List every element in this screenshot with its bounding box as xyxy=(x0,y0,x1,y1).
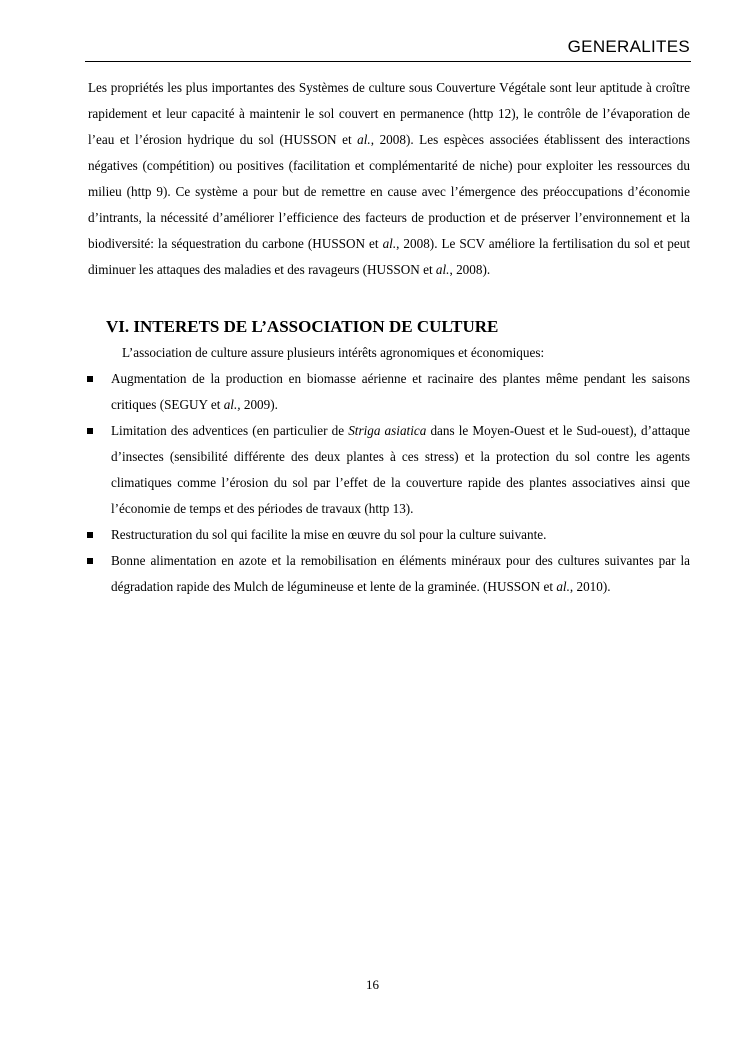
citation-etal: al. xyxy=(556,579,570,594)
list-item xyxy=(88,418,690,522)
list-item xyxy=(88,522,690,548)
paragraph-text: , 2008). xyxy=(449,262,491,277)
header-divider xyxy=(85,61,691,62)
page-number: 16 xyxy=(366,977,379,992)
square-bullet-icon xyxy=(87,376,93,382)
citation-etal: al. xyxy=(382,236,397,251)
square-bullet-icon xyxy=(87,428,93,434)
item-text: , 2010). xyxy=(569,579,611,594)
citation-etal: al., xyxy=(223,397,241,412)
list-item xyxy=(88,548,690,600)
square-bullet-icon xyxy=(87,532,93,538)
item-text: Bonne alimentation en azote et la remobilisation en éléments minéraux pour des cultures suivantes par la dégradation rapide des Mulch de légumineuse et lente de la graminée. (HUSSON et xyxy=(111,553,690,594)
citation-etal: al. xyxy=(357,132,371,147)
page-body xyxy=(88,75,690,600)
running-header-title: GENERALITES xyxy=(567,37,690,56)
item-text: Restructuration du sol qui facilite la mise en œuvre du sol pour la culture suivante. xyxy=(111,527,547,542)
paragraph-text: Les propriétés les plus importantes des Systèmes de culture sous Couverture Végétale sont leur aptitude à croître rapidement et leur capacité à maintenir le sol couvert en permanence (http 12), le contrôle de l’évaporation de l’eau et l’érosion hydrique du sol (HUSSON et xyxy=(88,80,690,147)
item-text: dans le Moyen-Ouest et le Sud-ouest), d’attaque d’insectes (sensibilité différente des deux plantes à ces stress) et la protection du sol contre les agents climatiques comme l’érosion du sol par l’effet de la couverture rapide des plantes associatives ainsi que l’économie de temps et des périodes de travaux (http 13). xyxy=(111,423,690,516)
paragraph-text: , 2008). Le SCV améliore la fertilisation du sol et peut diminuer les attaques des maladies et des ravageurs (HUSSON et xyxy=(88,236,690,277)
paragraph-text: , 2008). Les espèces associées établissent des interactions négatives (compétition) ou positives (facilitation et complémentarité de niche) pour exploiter les ressources du milieu (http 9). Ce système a pour but de remettre en cause avec l’émergence des préoccupations d’économie d’intrants, la nécessité d’améliorer l’efficience des facteurs de production et de préserver l’environnement et la biodiversité: la séquestration du carbone (HUSSON et xyxy=(88,132,690,251)
square-bullet-icon xyxy=(87,558,93,564)
intro-paragraph xyxy=(88,75,690,283)
item-text: Augmentation de la production en biomasse aérienne et racinaire des plantes même pendant les saisons critiques (SEGUY et xyxy=(111,371,690,412)
item-text: Limitation des adventices (en particulier de xyxy=(111,423,349,438)
item-text: 2009). xyxy=(240,397,278,412)
list-item xyxy=(88,366,690,418)
citation-etal: al. xyxy=(435,262,450,277)
section-intro: L’association de culture assure plusieurs intérêts agronomiques et économiques: xyxy=(122,345,545,360)
species-name: Striga asiatica xyxy=(348,423,427,438)
section-heading: VI. INTERETS DE L’ASSOCIATION DE CULTURE xyxy=(106,317,499,336)
benefits-list xyxy=(88,366,690,600)
